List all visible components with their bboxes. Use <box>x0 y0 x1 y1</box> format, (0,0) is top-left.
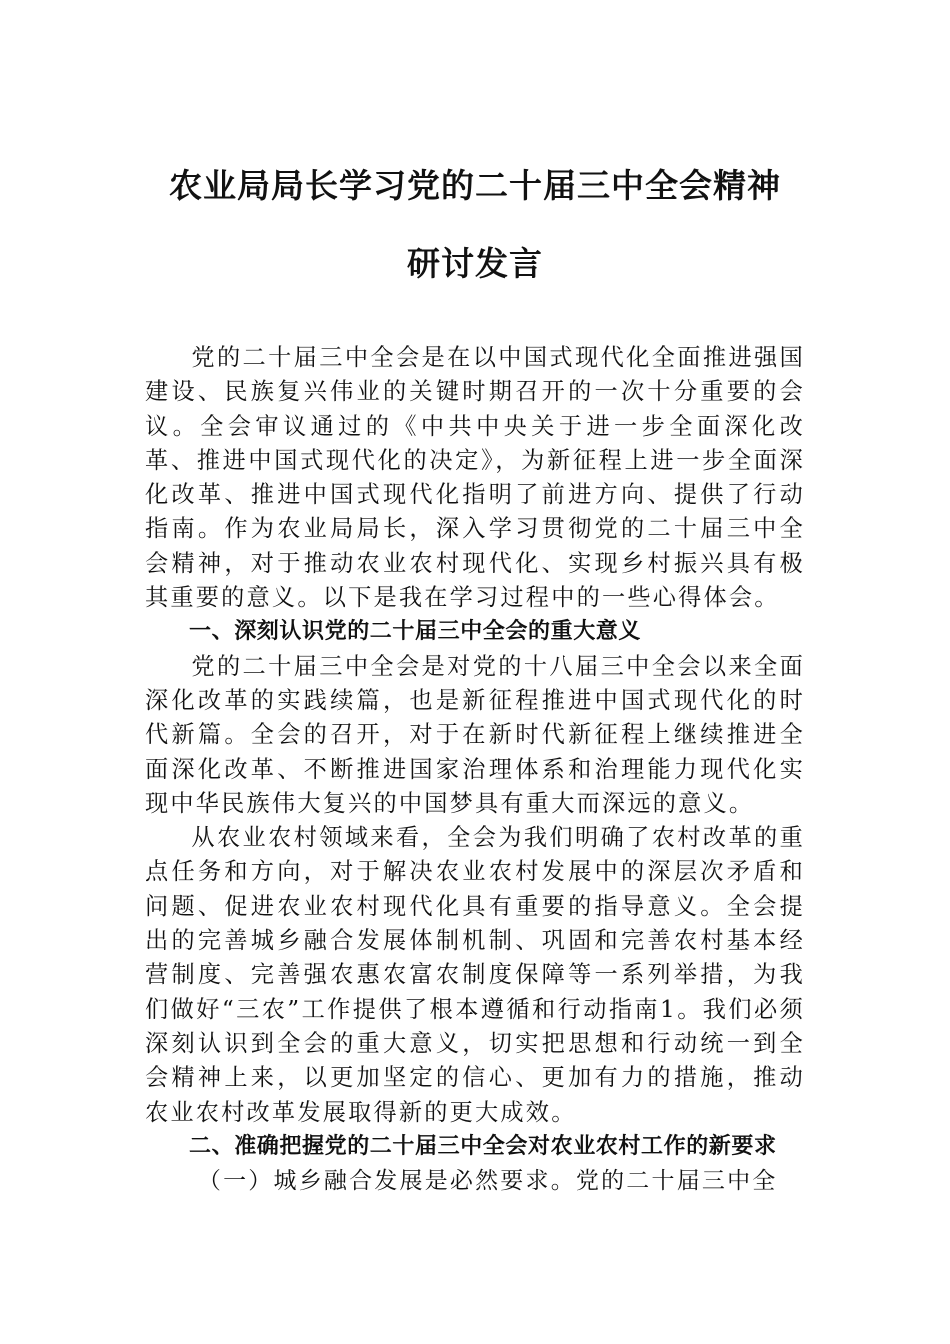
paragraph-rural-view: 从农业农村领域来看，全会为我们明确了农村改革的重点任务和方向，对于解决农业农村发展中的深层次矛盾和问题、促进农业农村现代化具有重要的指导意义。全会提出的完善城乡融合发展体制机制、巩固和完善农村基本经营制度、完善强农惠农富农制度保障等一系列举措，为我们做好“三农”工作提供了根本遵循和行动指南1。我们必须深刻认识到全会的重大意义，切实把思想和行动统一到全会精神上来，以更加坚定的信心、更加有力的措施，推动农业农村改革发展取得新的更大成效。 <box>145 824 805 1126</box>
document-body <box>145 341 805 1198</box>
paragraph-intro: 党的二十届三中全会是在以中国式现代化全面推进强国建设、民族复兴伟业的关键时期召开的一次十分重要的会议。全会审议通过的《中共中央关于进一步全面深化改革、推进中国式现代化的决定》，为新征程上进一步全面深化改革、推进中国式现代化指明了前进方向、提供了行动指南。作为农业局局长，深入学习贯彻党的二十届三中全会精神，对于推动农业农村现代化、实现乡村振兴具有极其重要的意义。以下是我在学习过程中的一些心得体会。 <box>145 344 805 612</box>
section-heading-2: 二、准确把握党的二十届三中全会对农业农村工作的新要求 <box>189 1133 777 1159</box>
section-heading-1: 一、深刻认识党的二十届三中全会的重大意义 <box>189 619 642 645</box>
title-line-2: 研讨发言 <box>407 244 543 283</box>
title-line-1: 农业局局长学习党的二十届三中全会精神 <box>169 166 781 205</box>
subsection-1-start: （一）城乡融合发展是必然要求。党的二十届三中全 <box>197 1167 778 1194</box>
paragraph-significance: 党的二十届三中全会是对党的十八届三中全会以来全面深化改革的实践续篇，也是新征程推进中国式现代化的时代新篇。全会的召开，对于在新时代新征程上继续推进全面深化改革、不断推进国家治理体系和治理能力现代化实现中华民族伟大复兴的中国梦具有重大而深远的意义。 <box>145 652 805 817</box>
